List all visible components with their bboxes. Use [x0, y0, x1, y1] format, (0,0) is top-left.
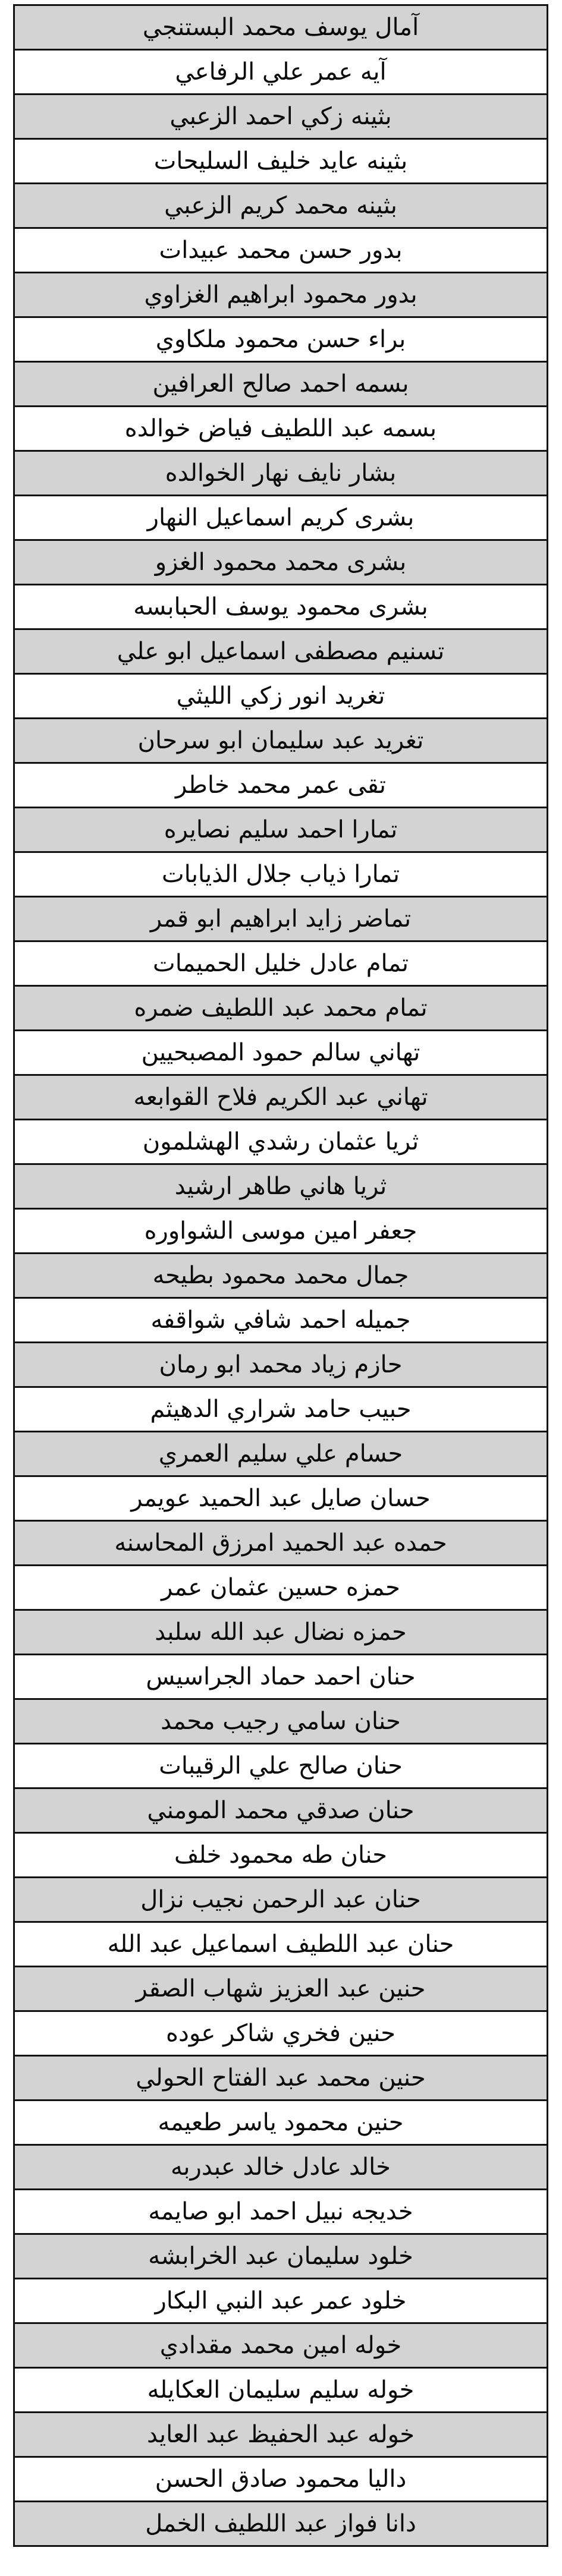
- name-cell: تمام محمد عبد اللطيف ضمره: [14, 986, 548, 1031]
- table-row: [14, 228, 548, 273]
- table-row: [14, 1833, 548, 1878]
- name-cell: خوله سليم سليمان العكايله: [14, 2368, 548, 2413]
- table-row: [14, 1788, 548, 1833]
- name-cell: جعفر امين موسى الشواوره: [14, 1209, 548, 1254]
- table-row: [14, 407, 548, 451]
- table-row: [14, 2101, 548, 2145]
- table-row: [14, 629, 548, 674]
- name-cell: حنان صالح علي الرقيبات: [14, 1744, 548, 1788]
- table-row: [14, 273, 548, 317]
- name-cell: حنين محمود ياسر طعيمه: [14, 2101, 548, 2145]
- table-row: [14, 719, 548, 763]
- name-cell: دانا فواز عبد اللطيف الخمل: [14, 2502, 548, 2546]
- name-cell: خلود عمر عبد النبي البكار: [14, 2279, 548, 2323]
- table-row: [14, 2056, 548, 2101]
- name-cell: خلود سليمان عبد الخرابشه: [14, 2234, 548, 2279]
- table-row: [14, 362, 548, 407]
- table-row: [14, 2457, 548, 2502]
- name-cell: حمزه نضال عبد الله سلبد: [14, 1610, 548, 1655]
- names-table: [13, 4, 548, 2547]
- table-row: [14, 2323, 548, 2368]
- name-cell: بدور حسن محمد عبيدات: [14, 228, 548, 273]
- table-row: [14, 2145, 548, 2190]
- name-cell: خديجه نبيل احمد ابو صايمه: [14, 2190, 548, 2234]
- name-cell: ثريا هاني طاهر ارشيد: [14, 1164, 548, 1209]
- name-cell: خوله امين محمد مقدادي: [14, 2323, 548, 2368]
- table-row: [14, 317, 548, 362]
- name-cell: داليا محمود صادق الحسن: [14, 2457, 548, 2502]
- table-row: [14, 1387, 548, 1432]
- name-cell: بشار نايف نهار الخوالده: [14, 451, 548, 496]
- table-row: [14, 1209, 548, 1254]
- table-row: [14, 941, 548, 986]
- name-cell: تمارا ذياب جلال الذيابات: [14, 852, 548, 897]
- name-cell: تهاني عبد الكريم فلاح القوابعه: [14, 1075, 548, 1120]
- name-cell: حنان طه محمود خلف: [14, 1833, 548, 1878]
- table-row: [14, 95, 548, 139]
- name-cell: بشرى كريم اسماعيل النهار: [14, 496, 548, 540]
- table-row: [14, 1967, 548, 2011]
- table-row: [14, 2234, 548, 2279]
- name-cell: حمزه حسين عثمان عمر: [14, 1566, 548, 1610]
- name-cell: حنان سامي رجيب محمد: [14, 1699, 548, 1744]
- table-row: [14, 451, 548, 496]
- name-cell: تماضر زايد ابراهيم ابو قمر: [14, 897, 548, 941]
- table-row: [14, 540, 548, 585]
- table-row: [14, 1254, 548, 1298]
- table-row: [14, 1432, 548, 1476]
- name-cell: ثريا عثمان رشدي الهشلمون: [14, 1120, 548, 1164]
- table-row: [14, 1031, 548, 1075]
- name-cell: تغريد انور زكي الليثي: [14, 674, 548, 719]
- name-cell: تسنيم مصطفى اسماعيل ابو علي: [14, 629, 548, 674]
- name-cell: براء حسن محمود ملكاوي: [14, 317, 548, 362]
- table-row: [14, 674, 548, 719]
- name-cell: حسان صايل عبد الحميد عويمر: [14, 1476, 548, 1521]
- name-cell: آيه عمر علي الرفاعي: [14, 50, 548, 95]
- name-cell: حنين فخري شاكر عوده: [14, 2011, 548, 2056]
- table-row: [14, 1120, 548, 1164]
- table-row: [14, 1566, 548, 1610]
- name-cell: بثينه عايد خليف السليحات: [14, 139, 548, 184]
- name-cell: خالد عادل خالد عبدربه: [14, 2145, 548, 2190]
- name-cell: حسام علي سليم العمري: [14, 1432, 548, 1476]
- name-cell: حنان صدقي محمد المومني: [14, 1788, 548, 1833]
- name-cell: تمام عادل خليل الحميمات: [14, 941, 548, 986]
- table-row: [14, 2279, 548, 2323]
- table-row: [14, 1744, 548, 1788]
- table-row: [14, 184, 548, 228]
- table-row: [14, 50, 548, 95]
- name-cell: حمده عبد الحميد امرزق المحاسنه: [14, 1521, 548, 1566]
- table-row: [14, 897, 548, 941]
- table-row: [14, 5, 548, 50]
- table-row: [14, 496, 548, 540]
- name-cell: جمال محمد محمود بطيحه: [14, 1254, 548, 1298]
- table-row: [14, 1922, 548, 1967]
- table-row: [14, 808, 548, 852]
- name-cell: حنين محمد عبد الفتاح الحولي: [14, 2056, 548, 2101]
- name-cell: بسمه عبد اللطيف فياض خوالده: [14, 407, 548, 451]
- name-cell: جميله احمد شافي شواقفه: [14, 1298, 548, 1343]
- table-row: [14, 2413, 548, 2457]
- name-cell: حنين عبد العزيز شهاب الصقر: [14, 1967, 548, 2011]
- name-cell: بدور محمود ابراهيم الغزاوي: [14, 273, 548, 317]
- table-row: [14, 585, 548, 629]
- name-cell: حازم زياد محمد ابو رمان: [14, 1343, 548, 1387]
- name-cell: آمال يوسف محمد البستنجي: [14, 5, 548, 50]
- name-cell: حبيب حامد شراري الدهيثم: [14, 1387, 548, 1432]
- table-row: [14, 1521, 548, 1566]
- table-row: [14, 1164, 548, 1209]
- table-row: [14, 1610, 548, 1655]
- table-row: [14, 1476, 548, 1521]
- table-row: [14, 1699, 548, 1744]
- table-row: [14, 1655, 548, 1699]
- name-cell: خوله عبد الحفيظ عبد العايد: [14, 2413, 548, 2457]
- table-row: [14, 1075, 548, 1120]
- table-row: [14, 2502, 548, 2546]
- table-row: [14, 1878, 548, 1922]
- names-table-body: [14, 5, 548, 2546]
- name-cell: بشرى محمد محمود الغزو: [14, 540, 548, 585]
- name-cell: بشرى محمود يوسف الحبابسه: [14, 585, 548, 629]
- table-row: [14, 1298, 548, 1343]
- table-row: [14, 1343, 548, 1387]
- name-cell: تقى عمر محمد خاطر: [14, 763, 548, 808]
- name-cell: بثينه زكي احمد الزعبي: [14, 95, 548, 139]
- table-row: [14, 139, 548, 184]
- name-cell: تهاني سالم حمود المصبحيين: [14, 1031, 548, 1075]
- table-row: [14, 2190, 548, 2234]
- name-cell: بسمه احمد صالح العرافين: [14, 362, 548, 407]
- table-row: [14, 852, 548, 897]
- table-row: [14, 2368, 548, 2413]
- name-cell: تمارا احمد سليم نصايره: [14, 808, 548, 852]
- table-row: [14, 2011, 548, 2056]
- table-row: [14, 763, 548, 808]
- name-cell: بثينه محمد كريم الزعبي: [14, 184, 548, 228]
- name-cell: تغريد عبد سليمان ابو سرحان: [14, 719, 548, 763]
- name-cell: حنان عبد الرحمن نجيب نزال: [14, 1878, 548, 1922]
- table-row: [14, 986, 548, 1031]
- name-cell: حنان احمد حماد الجراسيس: [14, 1655, 548, 1699]
- name-cell: حنان عبد اللطيف اسماعيل عبد الله: [14, 1922, 548, 1967]
